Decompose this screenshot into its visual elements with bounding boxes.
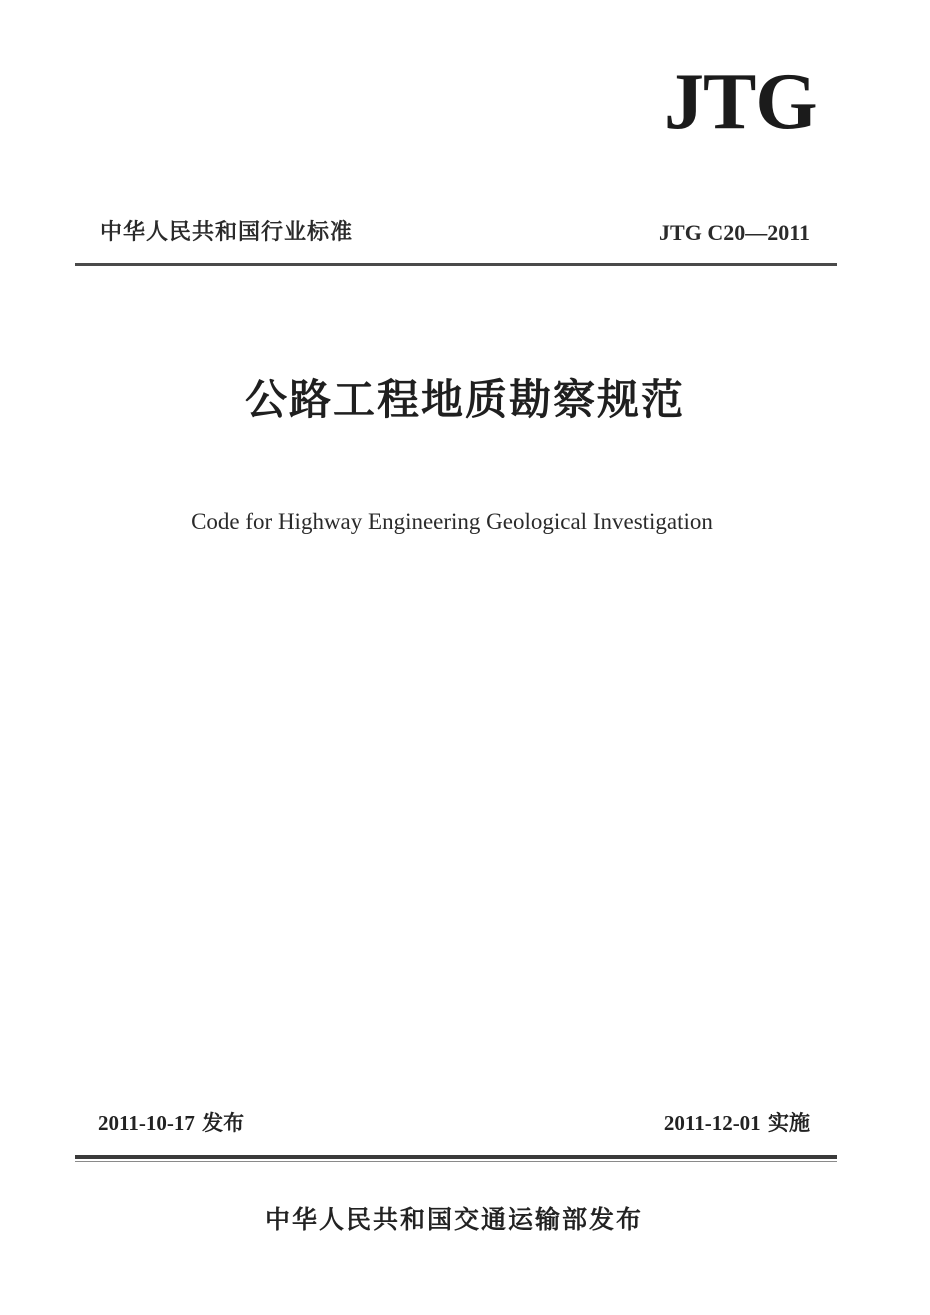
footer-divider-thick: [75, 1155, 837, 1159]
jtg-logo: JTG: [664, 58, 817, 146]
title-english: Code for Highway Engineering Geological Investigation: [191, 509, 713, 534]
effective-date-line: [600, 1110, 810, 1136]
publish-date: 2011-10-17: [98, 1111, 195, 1135]
effective-label: 实施: [768, 1111, 810, 1135]
publisher: 中华人民共和国交通运输部发布: [264, 1205, 643, 1234]
publish-label: 发布: [202, 1111, 245, 1135]
effective-date: 2011-12-01: [663, 1111, 761, 1135]
title-chinese: 公路工程地质勘察规范: [244, 375, 685, 424]
standard-code: JTG C20—2011: [659, 220, 810, 245]
footer-divider-thin: [75, 1161, 837, 1162]
header-divider: [75, 263, 837, 266]
publish-date-line: [98, 1110, 244, 1136]
standard-category: 中华人民共和国行业标准: [100, 220, 354, 245]
